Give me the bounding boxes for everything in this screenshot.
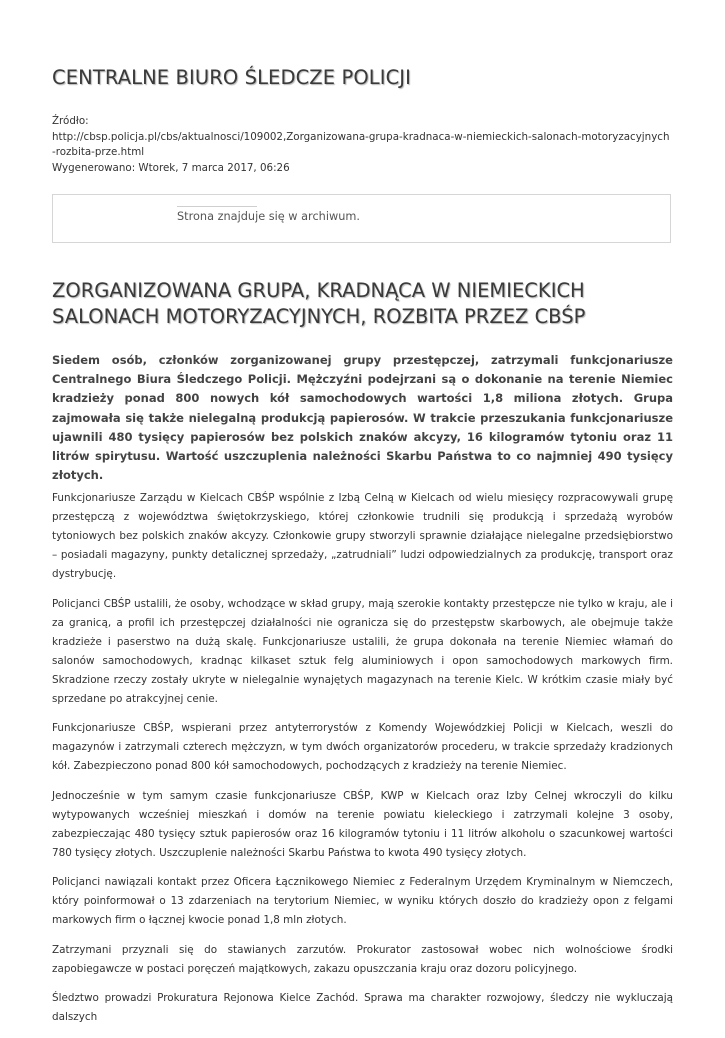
site-title: CENTRALNE BIURO ŚLEDCZE POLICJI bbox=[52, 66, 412, 89]
article-paragraph: Zatrzymani przyznali się do stawianych zarzutów. Prokurator zastosował wobec nich wolnościowe środki zapobiegawcze w postaci poręczeń majątkowych, zakazu opuszczania kraju oraz dozoru policyjnego. bbox=[52, 943, 673, 975]
article-body bbox=[52, 489, 673, 1038]
article-paragraph: Funkcjonariusze Zarządu w Kielcach CBŚP wspólnie z Izbą Celną w Kielcach od wielu miesięcy rozpracowywali grupę przestępczą z województwa świętokrzyskiego, której członkowie trudnili się produkcją i sprzedażą wyrobów tytoniowych bez polskich znaków akcyzy. Członkowie grupy stworzyli sprawnie działające nielegalne przedsiębiorstwo – posiadali magazyny, punkty detalicznej sprzedaży, „zatrudniali” ludzi odpowiedzialnych za produkcję, transport oraz dystrybucję. bbox=[52, 492, 673, 580]
archive-notice: Strona znajduje się w archiwum. bbox=[177, 210, 360, 223]
article-paragraph: Policjanci CBŚP ustalili, że osoby, wchodzące w skład grupy, mają szerokie kontakty przestępcze nie tylko w kraju, ale i za granicą, a profil ich przestępczej działalności nie ogranicza się do przestępstw skarbowych, ale obejmuje także kradzieże i paserstwo na dużą skalę. Funkcjonariusze ustalili, że grupa dokonała na terenie Niemiec włamań do salonów samochodowych, kradnąc kilkaset sztuk felg aluminiowych i opon samochodowych markowych firm. Skradzione rzeczy zostały ukryte w nielegalnie wynajętych magazynach na terenie Kielc. W krótkim czasie miały być sprzedane po atrakcyjnej cenie. bbox=[52, 597, 673, 705]
generated-date: Wygenerowano: Wtorek, 7 marca 2017, 06:26 bbox=[52, 161, 290, 174]
article-title: ZORGANIZOWANA GRUPA, KRADNĄCA W NIEMIECKICH SALONACH MOTORYZACYJNYCH, ROZBITA PRZEZ CBŚP bbox=[52, 279, 586, 328]
article-lead: Siedem osób, członków zorganizowanej grupy przestępczej, zatrzymali funkcjonariusze Centralnego Biura Śledczego Policji. Mężczyźni podejrzani są o dokonanie na terenie Niemiec kradzieży ponad 800 nowych kół samochodowych wartości 1,8 miliona złotych. Grupa zajmowała się także nielegalną produkcją papierosów. W trakcie przeszukania funkcjonariusze ujawnili 480 tysięcy papierosów bez polskich znaków akcyzy, 16 kilogramów tytoniu oraz 11 litrów spirytusu. Wartość uszczuplenia należności Skarbu Państwa to co najmniej 490 tysięcy złotych. bbox=[52, 353, 673, 483]
archive-notice-box bbox=[52, 194, 671, 243]
document-meta bbox=[52, 114, 673, 176]
source-label: Źródło: bbox=[52, 115, 89, 127]
article-paragraph: Śledztwo prowadzi Prokuratura Rejonowa Kielce Zachód. Sprawa ma charakter rozwojowy, śledczy nie wykluczają dalszych bbox=[52, 992, 673, 1023]
source-url: http://cbsp.policja.pl/cbs/aktualnosci/109002,Zorganizowana-grupa-kradnaca-w-niemieckich-salonach-motoryzacyjnych-rozbita-prze.html bbox=[52, 130, 670, 158]
article-paragraph: Funkcjonariusze CBŚP, wspierani przez antyterrorystów z Komendy Wojewódzkiej Policji w Kielcach, weszli do magazynów i zatrzymali czterech mężczyzn, w tym dwóch organizatorów procederu, w trakcie sprzedaży kradzionych kół. Zabezpieczono ponad 800 kół samochodowych, pochodzących z kradzieży na terenie Niemiec. bbox=[52, 722, 673, 772]
article-paragraph: Policjanci nawiązali kontakt przez Oficera Łącznikowego Niemiec z Federalnym Urzędem Kryminalnym w Niemczech, który poinformował o 13 zdarzeniach na terytorium Niemiec, w wyniku których doszło do kradzieży opon z felgami markowych firm o łącznej kwocie ponad 1,8 mln złotych. bbox=[52, 876, 673, 926]
article-paragraph: Jednocześnie w tym samym czasie funkcjonariusze CBŚP, KWP w Kielcach oraz Izby Celnej wkroczyli do kilku wytypowanych wcześniej mieszkań i domów na terenie powiatu kieleckiego i zatrzymali kolejne 3 osoby, zabezpieczając 480 tysięcy sztuk papierosów oraz 16 kilogramów tytoniu i 11 litrów alkoholu o szacunkowej wartości 780 tysięcy złotych. Uszczuplenie należności Skarbu Państwa to kwota 490 tysięcy złotych. bbox=[52, 789, 673, 859]
archive-divider bbox=[177, 206, 257, 207]
